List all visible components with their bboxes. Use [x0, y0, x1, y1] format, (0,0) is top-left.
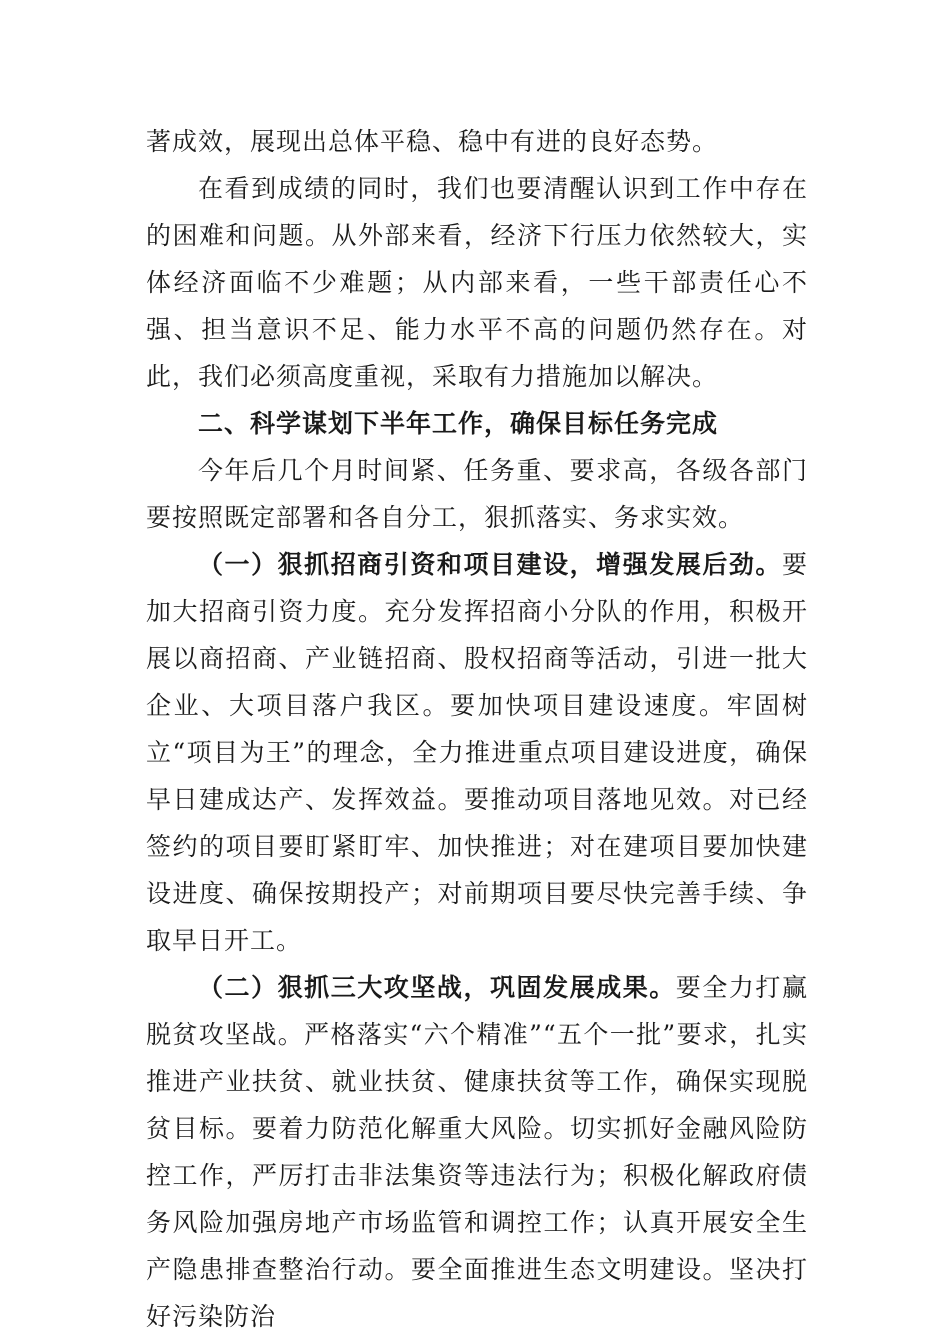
- paragraph-three-battles-body: 要全力打赢脱贫攻坚战。严格落实“六个精准”“五个一批”要求，扎实推进产业扶贫、就业扶贫、健康扶贫等工作，确保实现脱贫目标。要着力防范化解重大风险。切实抓好金融风险防控工作，严厉打击非法集资等违法行为；积极化解政府债务风险加强房地产市场监管和调控工作；认真开展安全生产隐患排查整治行动。要全面推进生态文明建设。坚决打好污染防治: [146, 973, 808, 1331]
- section-heading-2: 二、科学谋划下半年工作，确保目标任务完成: [198, 409, 719, 438]
- document-body: [146, 118, 808, 1340]
- paragraph-investment: [146, 541, 808, 964]
- paragraph-investment-body: 要加大招商引资力度。充分发挥招商小分队的作用，积极开展以商招商、产业链招商、股权招商等活动，引进一批大企业、大项目落户我区。要加快项目建设速度。牢固树立“项目为王”的理念，全力推进重点项目建设进度，确保早日建成达产、发挥效益。要推动项目落地见效。对已经签约的项目要盯紧盯牢、加快推进；对在建项目要加快建设进度、确保按期投产；对前期项目要尽快完善手续、争取早日开工。: [146, 550, 808, 955]
- subheading-2: （二）狠抓三大攻坚战，巩固发展成果。: [198, 973, 676, 1002]
- subheading-1: （一）狠抓招商引资和项目建设，增强发展后劲。: [198, 550, 782, 579]
- paragraph-intro: 今年后几个月时间紧、任务重、要求高，各级各部门要按照既定部署和各自分工，狠抓落实、务求实效。: [146, 456, 808, 532]
- paragraph-continued: 著成效，展现出总体平稳、稳中有进的良好态势。: [146, 127, 719, 156]
- paragraph-problems: 在看到成绩的同时，我们也要清醒认识到工作中存在的困难和问题。从外部来看，经济下行压力依然较大，实体经济面临不少难题；从内部来看，一些干部责任心不强、担当意识不足、能力水平不高的问题仍然存在。对此，我们必须高度重视，采取有力措施加以解决。: [146, 174, 808, 391]
- paragraph-three-battles: [146, 964, 808, 1340]
